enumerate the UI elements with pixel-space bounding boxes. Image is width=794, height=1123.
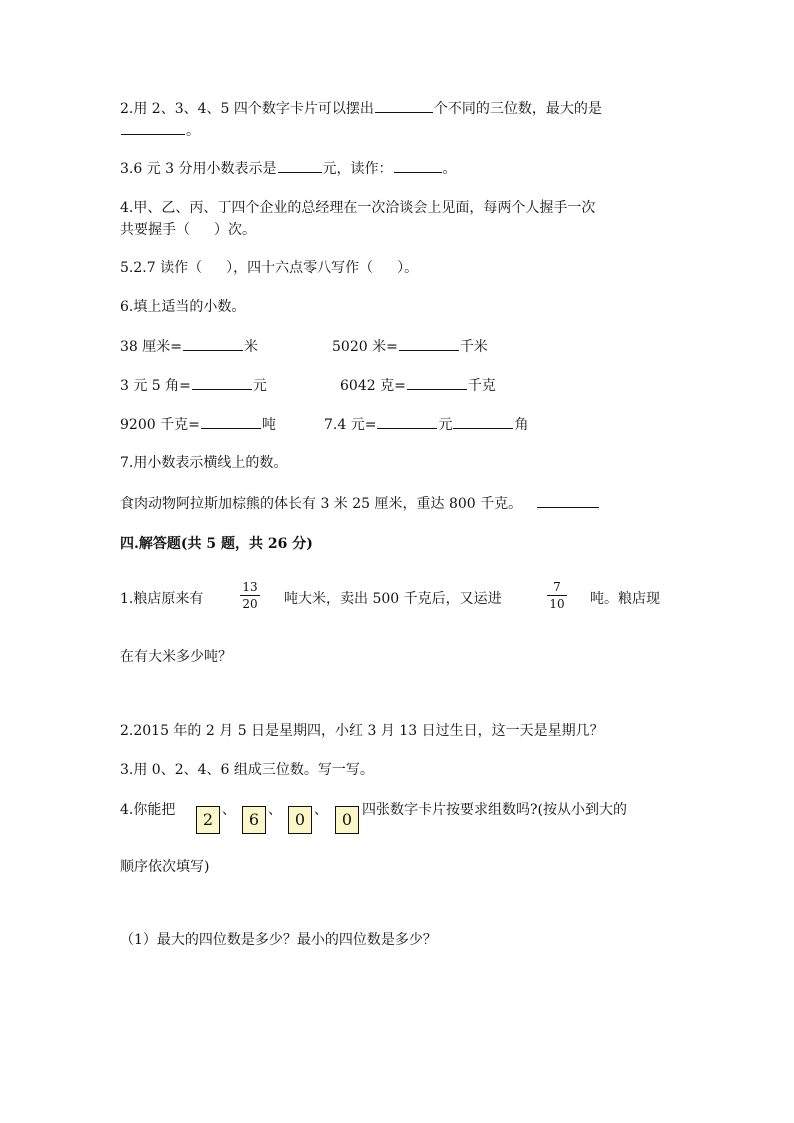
q6-r3c1-unit: 吨 bbox=[261, 417, 276, 433]
a4-text-a: 4.你能把 bbox=[120, 802, 176, 818]
q6-r1c2-unit: 千米 bbox=[459, 339, 488, 355]
a1-fraction-2 bbox=[544, 580, 570, 611]
q6-r3c2-label: 7.4 元= bbox=[324, 417, 377, 433]
a1-fraction-1 bbox=[237, 580, 263, 611]
q3-text-c: 。 bbox=[442, 161, 457, 177]
a1-fraction-2-numerator: 7 bbox=[553, 580, 561, 594]
q3-line bbox=[120, 158, 457, 179]
q3-blank-decimal[interactable] bbox=[278, 158, 322, 173]
q6-r2c1-blank[interactable] bbox=[192, 375, 252, 390]
q2-line2 bbox=[120, 120, 200, 141]
q6-r3c1 bbox=[120, 414, 276, 435]
card-separator: 、 bbox=[222, 802, 236, 818]
q5-line bbox=[120, 258, 418, 278]
q6-r3c2-blank-jiao[interactable] bbox=[453, 414, 513, 429]
q2-blank-count[interactable] bbox=[375, 98, 433, 113]
q6-r3c1-label: 9200 千克= bbox=[120, 417, 200, 433]
q6-r1c1-label: 38 厘米= bbox=[120, 339, 182, 355]
q6-r2c2-label: 6042 克= bbox=[340, 378, 406, 394]
a4-line2: 顺序依次填写) bbox=[120, 859, 210, 875]
q4-text-b: ）次。 bbox=[214, 222, 256, 238]
section-4-title: 四.解答题(共 5 题，共 26 分) bbox=[120, 536, 313, 552]
q4-line2 bbox=[120, 220, 256, 240]
a1-line2: 在有大米多少吨？ bbox=[120, 649, 232, 665]
q7-statement: 食肉动物阿拉斯加棕熊的体长有 3 米 25 厘米，重达 800 千克。 bbox=[120, 496, 523, 512]
q7-text bbox=[120, 493, 600, 514]
a4-sub-question-1: （1）最大的四位数是多少？最小的四位数是多少？ bbox=[120, 932, 437, 948]
q6-r3c2-blank-yuan[interactable] bbox=[377, 414, 437, 429]
q6-r3c1-blank[interactable] bbox=[201, 414, 261, 429]
fraction-bar bbox=[240, 595, 260, 596]
q6-r2c2-unit: 千克 bbox=[467, 378, 496, 394]
q6-r1c2 bbox=[332, 336, 488, 357]
a1-text-c: 吨。粮店现 bbox=[590, 591, 660, 607]
a1-fraction-1-numerator: 13 bbox=[242, 580, 258, 594]
q3-text-b: 元，读作： bbox=[322, 161, 393, 177]
a4-text-b: 四张数字卡片按要求组数吗?(按从小到大的 bbox=[362, 802, 627, 818]
a1-text-a: 1.粮店原来有 bbox=[120, 591, 204, 607]
q3-blank-reading[interactable] bbox=[394, 158, 442, 173]
q5-text-a: 5.2.7 读作（ bbox=[120, 260, 203, 276]
q6-r1c2-label: 5020 米= bbox=[332, 339, 398, 355]
q6-r2c2 bbox=[340, 375, 496, 396]
q6-r3c2-unit-yuan: 元 bbox=[438, 417, 453, 433]
card-separator: 、 bbox=[268, 802, 282, 818]
q5-text-b: ），四十六点零八写作（ bbox=[226, 260, 374, 276]
q2-blank-max[interactable] bbox=[121, 120, 185, 135]
q6-r2c1-label: 3 元 5 角= bbox=[120, 378, 191, 394]
digit-card-3: 0 bbox=[288, 806, 312, 834]
q6-r3c2 bbox=[324, 414, 528, 435]
q6-r3c2-unit-jiao: 角 bbox=[514, 417, 529, 433]
q2-text-a: 2.用 2、3、4、5 四个数字卡片可以摆出 bbox=[120, 101, 374, 117]
q7-blank[interactable] bbox=[537, 493, 599, 508]
q5-text-c: ）。 bbox=[397, 260, 419, 276]
q2-text-end: 。 bbox=[186, 123, 200, 139]
q4-line1: 4.甲、乙、丙、丁四个企业的总经理在一次洽谈会上见面，每两个人握手一次 bbox=[120, 200, 596, 216]
a1-fraction-2-denominator: 10 bbox=[549, 597, 565, 611]
a1-fraction-1-denominator: 20 bbox=[242, 597, 258, 611]
q6-r2c1 bbox=[120, 375, 267, 396]
digit-card-4: 0 bbox=[335, 806, 359, 834]
a2-text: 2.2015 年的 2 月 5 日是星期四，小红 3 月 13 日过生日，这一天是星期几？ bbox=[120, 723, 604, 739]
q6-r1c1-unit: 米 bbox=[244, 339, 258, 355]
a3-text: 3.用 0、2、4、6 组成三位数。写一写。 bbox=[120, 762, 374, 778]
q3-text-a: 3.6 元 3 分用小数表示是 bbox=[120, 161, 277, 177]
q2-line1 bbox=[120, 98, 602, 119]
q7-title: 7.用小数表示横线上的数。 bbox=[120, 455, 288, 471]
q6-title: 6.填上适当的小数。 bbox=[120, 299, 246, 315]
digit-card-2: 6 bbox=[242, 806, 266, 834]
q6-r2c2-blank[interactable] bbox=[407, 375, 467, 390]
q4-text-a: 共要握手（ bbox=[120, 222, 190, 238]
q6-r1c2-blank[interactable] bbox=[399, 336, 459, 351]
q6-r1c1-blank[interactable] bbox=[183, 336, 243, 351]
a1-text-b: 吨大米，卖出 500 千克后，又运进 bbox=[284, 591, 502, 607]
card-separator: 、 bbox=[314, 802, 328, 818]
fraction-bar bbox=[547, 595, 567, 596]
q2-text-b: 个不同的三位数，最大的是 bbox=[433, 101, 602, 117]
q6-r2c1-unit: 元 bbox=[252, 378, 267, 394]
digit-card-1: 2 bbox=[196, 806, 220, 834]
q6-r1c1 bbox=[120, 336, 258, 357]
